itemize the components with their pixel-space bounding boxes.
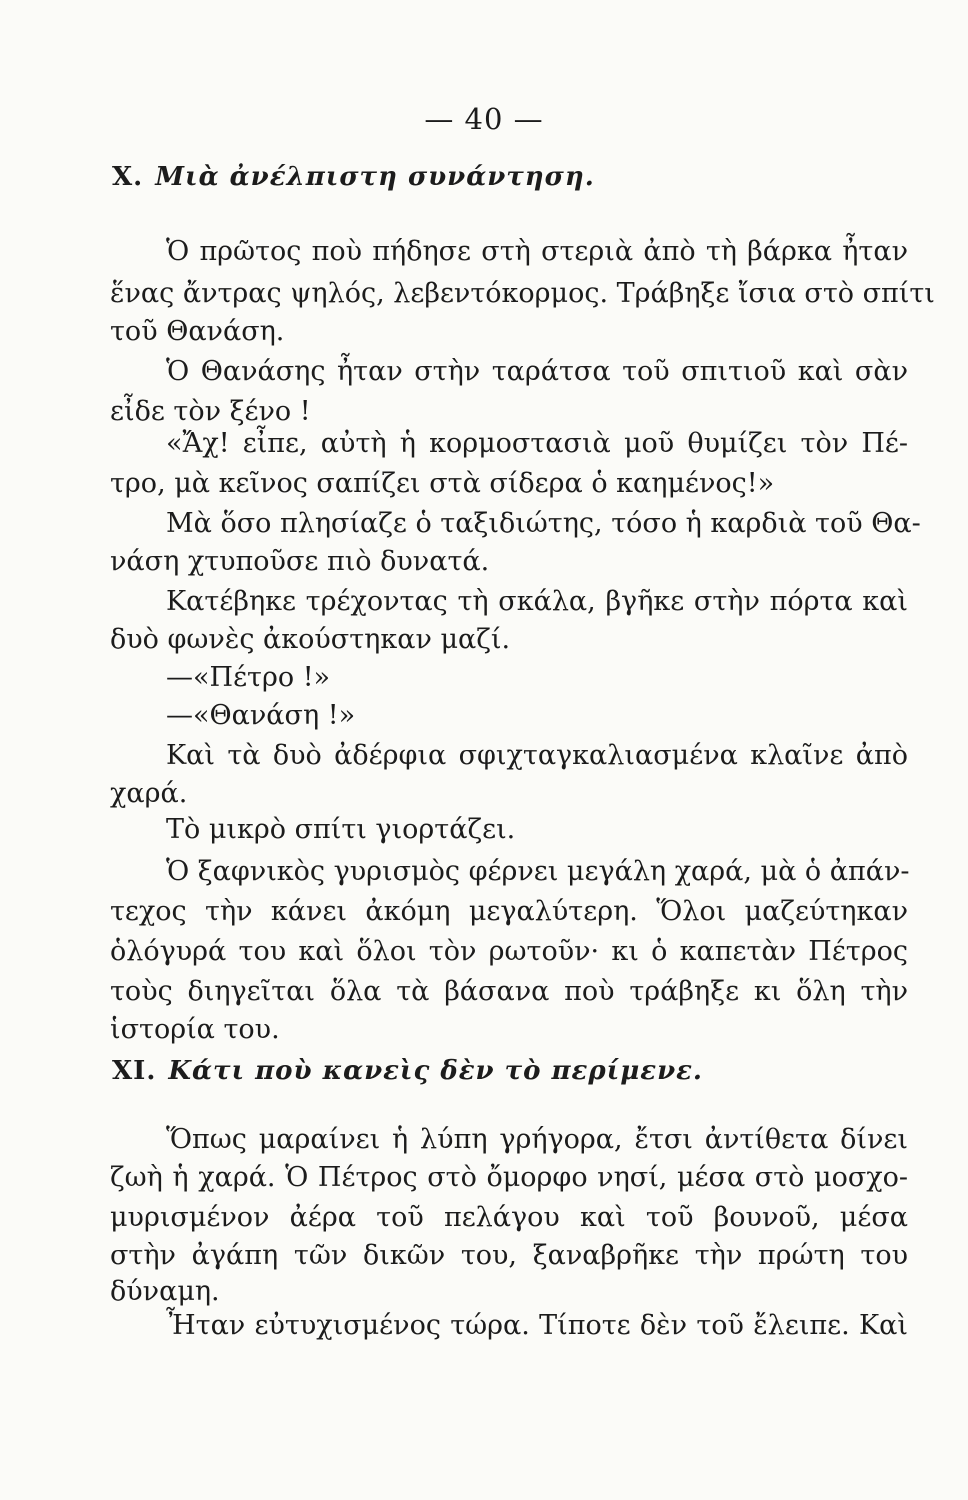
- text-line: Ὁ Θανάσης ἦταν στὴν ταράτσα τοῦ σπιτιοῦ καὶ σὰν: [166, 356, 908, 387]
- text-line: ἱστορία του.: [110, 1014, 280, 1045]
- text-line: Κατέβηκε τρέχοντας τὴ σκάλα, βγῆκε στὴν πόρτα καὶ: [166, 586, 908, 617]
- text-line: ἕνας ἄντρας ψηλός, λεβεντόκορμος. Τράβηξε ἴσια στὸ σπίτι: [110, 278, 935, 309]
- text-line: τρο, μὰ κεῖνος σαπίζει στὰ σίδερα ὁ καημένος!»: [110, 468, 775, 499]
- text-line: Ὅπως μαραίνει ἡ λύπη γρήγορα, ἔτσι ἀντίθετα δίνει: [166, 1124, 908, 1155]
- text-line: εἶδε τὸν ξένο !: [110, 396, 311, 427]
- text-line: δυὸ φωνὲς ἀκούστηκαν μαζί.: [110, 624, 511, 655]
- text-line: —«Θανάση !»: [166, 700, 356, 731]
- text-line: Μὰ ὅσο πλησίαζε ὁ ταξιδιώτης, τόσο ἡ καρδιὰ τοῦ Θα-: [166, 508, 921, 539]
- section-heading-x: [112, 162, 595, 192]
- text-line: τοὺς διηγεῖται ὅλα τὰ βάσανα ποὺ τράβηξε κι ὅλη τὴν: [110, 976, 908, 1007]
- text-line: ζωὴ ἡ χαρά. Ὁ Πέτρος στὸ ὄμορφο νησί, μέσα στὸ μοσχο-: [110, 1162, 908, 1193]
- text-line: χαρά.: [110, 778, 188, 809]
- text-line: στὴν ἀγάπη τῶν δικῶν του, ξαναβρῆκε τὴν πρώτη του: [110, 1240, 908, 1271]
- text-line: δύναμη.: [110, 1276, 220, 1307]
- section-title: Κάτι ποὺ κανεὶς δὲν τὸ περίμενε.: [168, 1056, 703, 1086]
- section-number: X.: [112, 162, 144, 192]
- text-line: Ὁ ξαφνικὸς γυρισμὸς φέρνει μεγάλη χαρά, μὰ ὁ ἀπάν-: [166, 856, 910, 887]
- text-line: Ὁ πρῶτος ποὺ πήδησε στὴ στεριὰ ἀπὸ τὴ βάρκα ἦταν: [166, 236, 908, 267]
- text-line: μυρισμένον ἀέρα τοῦ πελάγου καὶ τοῦ βουνοῦ, μέσα: [110, 1202, 908, 1233]
- page-number: — 40 —: [424, 102, 544, 136]
- text-line: νάση χτυποῦσε πιὸ δυνατά.: [110, 546, 490, 577]
- section-heading-xi: [112, 1056, 703, 1086]
- text-line: Ἦταν εὐτυχισμένος τώρα. Τίποτε δὲν τοῦ ἔλειπε. Καὶ: [166, 1310, 908, 1341]
- text-line: τοῦ Θανάση.: [110, 316, 285, 347]
- text-line: Τὸ μικρὸ σπίτι γιορτάζει.: [166, 814, 516, 845]
- section-title: Μιὰ ἀνέλπιστη συνάντηση.: [155, 162, 595, 192]
- text-line: ὁλόγυρά του καὶ ὅλοι τὸν ρωτοῦν· κι ὁ καπετὰν Πέτρος: [110, 936, 908, 967]
- section-number: XI.: [112, 1056, 157, 1086]
- text-line: τεχος τὴν κάνει ἀκόμη μεγαλύτερη. Ὅλοι μαζεύτηκαν: [110, 896, 908, 927]
- text-line: —«Πέτρο !»: [166, 662, 331, 693]
- text-line: «Ἄχ! εἶπε, αὐτὴ ἡ κορμοστασιὰ μοῦ θυμίζει τὸν Πέ-: [166, 428, 908, 459]
- text-line: Καὶ τὰ δυὸ ἀδέρφια σφιχταγκαλιασμένα κλαῖνε ἀπὸ: [166, 740, 908, 771]
